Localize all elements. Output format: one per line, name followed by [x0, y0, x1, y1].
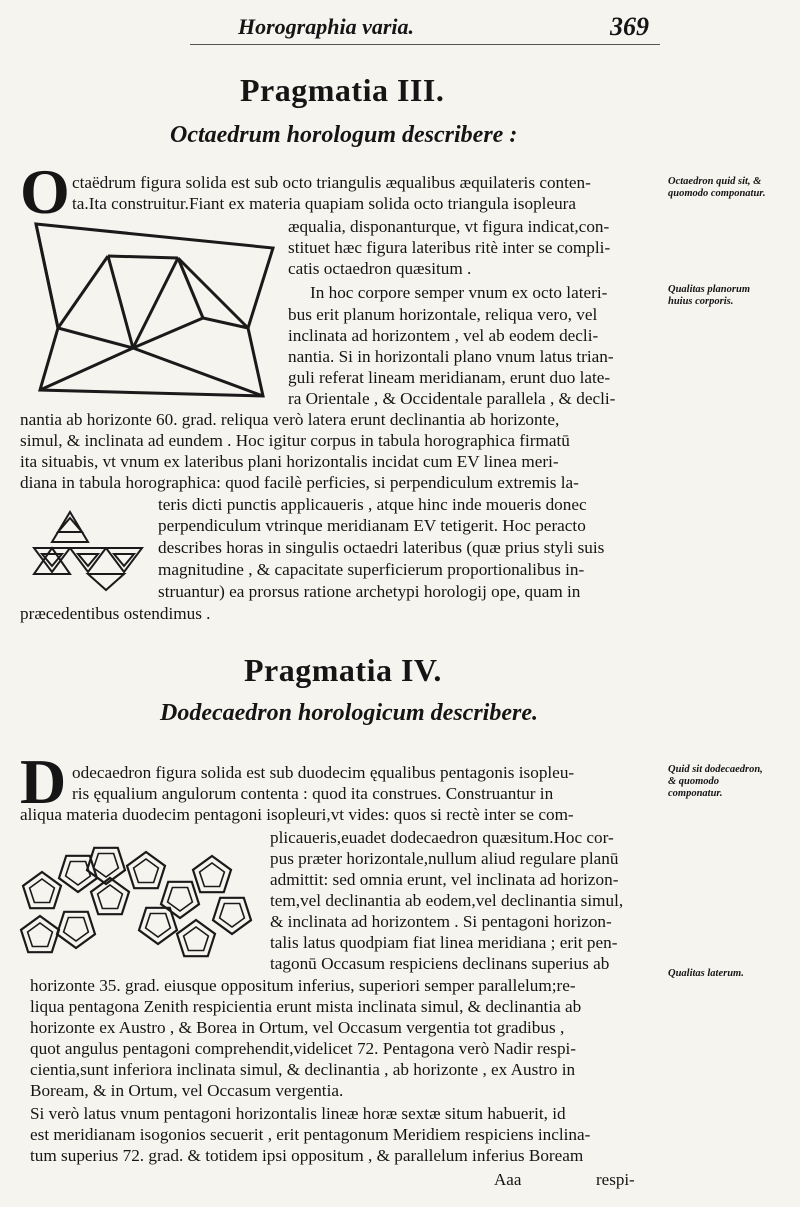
- s4-line-6: tem,vel declinantia ab eodem,vel declinantia simul,: [270, 891, 624, 910]
- s4-line-1: ris ęqualium angulorum contenta : quod ita construes. Construantur in: [72, 784, 554, 803]
- pentagon-face: [146, 914, 171, 938]
- pentagon-face: [220, 904, 245, 928]
- section-4-subtitle: Dodecaedron horologicum describere.: [160, 700, 538, 726]
- s3-line-2: æqualia, disponanturque, vt figura indicat,con-: [288, 217, 610, 236]
- pentagon-face: [184, 927, 209, 951]
- s3-line-17: describes horas in singulis octaedri lateribus (quæ prius styli suis: [158, 538, 605, 557]
- pentagon-face: [94, 854, 119, 878]
- s4-line-12: horizonte ex Austro , & Borea in Ortum, vel Occasum vergentia tot gradibus ,: [30, 1018, 565, 1037]
- s4-line-8: talis latus quodpiam fiat linea meridiana ; erit pen-: [270, 933, 618, 952]
- s3-line-10: ra Orientale , & Occidentale parallela , & decli-: [288, 389, 616, 408]
- small-octahedron-figure: [30, 508, 150, 592]
- s4-line-13: quot angulus pentagoni comprehendit,videlicet 72. Pentagona verò Nadir respi-: [30, 1039, 577, 1058]
- s4-line-2: aliqua materia duodecim pentagoni isopleuri,vt vides: quos si rectè inter se com-: [20, 805, 574, 824]
- s4-line-17: est meridianam isogonios secuerit , erit pentagonum Meridiem respiciens inclina-: [30, 1125, 591, 1144]
- pentagon-face: [28, 923, 53, 947]
- s3-line-9: guli referat lineam meridianam, erunt duo late-: [288, 368, 611, 387]
- section-3-subtitle: Octaedrum horologum describere :: [170, 122, 518, 148]
- catchword: respi-: [596, 1170, 635, 1189]
- section-4-heading: Pragmatia IV.: [244, 652, 442, 688]
- s3-line-11: nantia ab horizonte 60. grad. reliqua verò latera erunt declinantia ab horizonte,: [20, 410, 560, 429]
- s4-line-3: plicaueris,euadet dodecaedron quæsitum.Hoc cor-: [270, 828, 614, 847]
- pentagon-face: [134, 859, 159, 883]
- s3-line-12: simul, & inclinata ad eundem . Hoc igitur corpus in tabula horographica firmatū: [20, 431, 570, 450]
- margin-note-planes: Qualitas planorum huius corporis.: [668, 284, 750, 307]
- s4-line-10: horizonte 35. grad. eiusque oppositum inferius, superiori semper parallelum;re-: [30, 976, 576, 995]
- octahedron-net-figure: [28, 218, 288, 398]
- s4-line-9: tagonū Occasum respiciens declinans superius ab: [270, 954, 610, 973]
- pentagon-face: [200, 863, 225, 887]
- s3-line-4: catis octaedron quæsitum .: [288, 259, 472, 278]
- s3-line-7: inclinata ad horizontem , vel ab eodem decli-: [288, 326, 599, 345]
- s4-line-15: Boream, & in Ortum, vel Occasum vergentia.: [30, 1081, 344, 1100]
- margin-note-dodecaedron: Quid sit dodecaedron, & quomodo componatur.: [668, 764, 763, 799]
- s3-line-16: perpendiculum vtrinque meridianam EV tetigerit. Hoc peracto: [158, 516, 586, 535]
- pentagon-face: [168, 888, 193, 912]
- s3-line-0: ctaëdrum figura solida est sub octo triangulis æqualibus æquilateris conten-: [72, 173, 591, 192]
- s3-line-8: nantia. Si in horizontali plano vnum latus trian-: [288, 347, 614, 366]
- s4-line-14: cientia,sunt inferiora inclinata simul, & declinantia , ab horizonte , ex Austro in: [30, 1060, 576, 1079]
- pentagon-face: [64, 918, 89, 942]
- drop-cap-d: D: [20, 746, 67, 817]
- s3-line-3: stituet hæc figura lateribus ritè inter se compli-: [288, 238, 611, 257]
- s3-line-18: magnitudine , & capacitate superficierum proportionalibus in-: [158, 560, 585, 579]
- s4-line-4: pus præter horizontale,nullum aliud regulare planū: [270, 849, 619, 868]
- pentagon-face: [66, 862, 91, 886]
- drop-cap-o: O: [20, 156, 70, 227]
- s4-line-11: liqua pentagona Zenith respicientia erunt mista inclinata simul, & declinantia ab: [30, 997, 582, 1016]
- s3-line-1: ta.Ita construitur.Fiant ex materia quapiam solida octo triangula isopleura: [72, 194, 577, 213]
- s4-line-0: odecaedron figura solida est sub duodecim ęqualibus pentagonis isopleu-: [72, 763, 575, 782]
- running-title: Horographia varia.: [238, 14, 415, 39]
- margin-note-octaedron: Octaedron quid sit, & quomodo componatur.: [668, 176, 766, 199]
- margin-note-laterum: Qualitas laterum.: [668, 968, 744, 979]
- s3-line-19: struantur) ea prorsus ratione archetypi horologij ope, quam in: [158, 582, 581, 601]
- s3-line-14: diana in tabula horographica: quod facilè perficies, si perpendiculum extremis la-: [20, 473, 579, 492]
- s3-line-15: teris dicti punctis applicaueris , atque hinc inde moueris donec: [158, 495, 587, 514]
- s3-line-5: In hoc corpore semper vnum ex octo lateri-: [310, 283, 608, 302]
- pentagon-face: [30, 879, 55, 903]
- pentagon-face: [98, 885, 123, 909]
- section-3-heading: Pragmatia III.: [240, 72, 445, 108]
- signature-mark: Aaa: [494, 1170, 522, 1189]
- s3-line-13: ita situabis, vt vnum ex lateribus plani horizontalis incidat cum EV linea meri-: [20, 452, 559, 471]
- s4-line-7: & inclinata ad horizontem . Si pentagoni horizon-: [270, 912, 612, 931]
- dodecahedron-net-figure: [18, 836, 258, 976]
- s3-line-6: bus erit planum horizontale, reliqua vero, vel: [288, 305, 598, 324]
- header-rule: [190, 44, 660, 45]
- s4-line-18: tum superius 72. grad. & totidem ipsi oppositum , & parallelum inferius Boream: [30, 1146, 584, 1165]
- s3-line-20: præcedentibus ostendimus .: [20, 604, 211, 623]
- s4-line-5: admittit: sed omnia erunt, vel inclinata ad horizon-: [270, 870, 619, 889]
- page-number: 369: [610, 12, 649, 41]
- s4-line-16: Si verò latus vnum pentagoni horizontalis lineæ horæ sextæ situm habuerit, id: [30, 1104, 566, 1123]
